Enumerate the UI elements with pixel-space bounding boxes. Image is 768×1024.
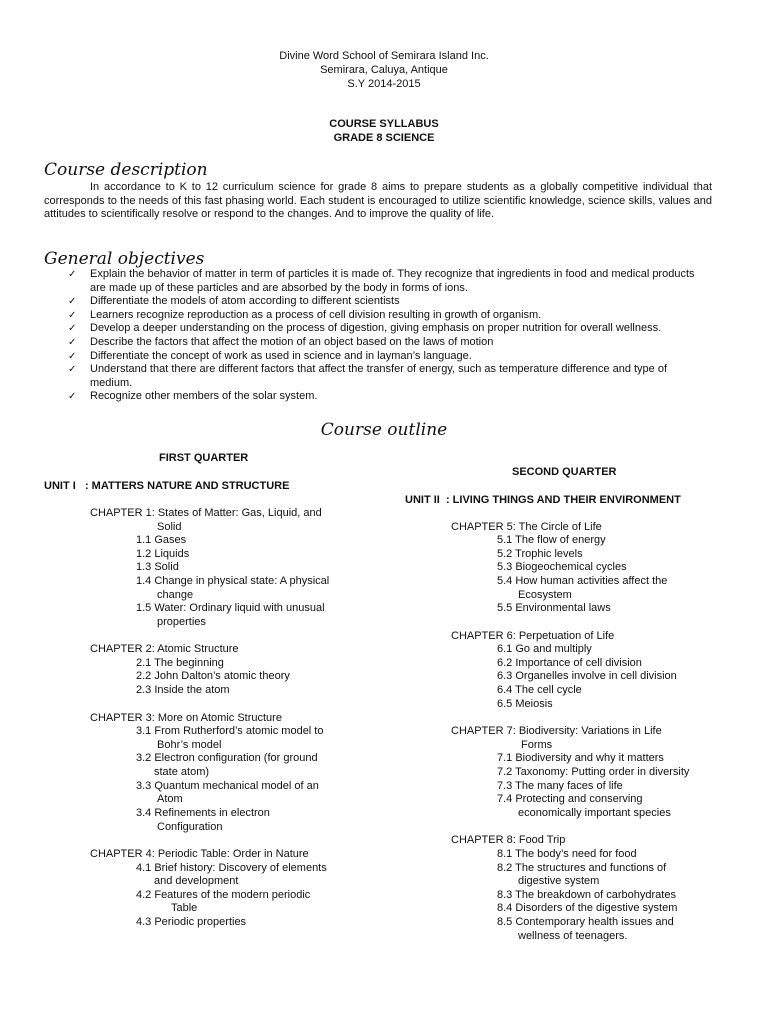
general-objectives-heading: General objectives [44, 249, 205, 269]
chapter-5-title: CHAPTER 5: The Circle of Life [451, 521, 602, 533]
topic-3-3: 3.3 Quantum mechanical model of an [136, 780, 319, 792]
topic-6-1: 6.1 Go and multiply [497, 643, 592, 655]
topic-4-1: 4.1 Brief history: Discovery of elements [136, 862, 327, 874]
course-description-heading: Course description [44, 160, 208, 180]
topic-4-3: 4.3 Periodic properties [136, 916, 247, 928]
topic-8-4: 8.4 Disorders of the digestive system [497, 902, 678, 914]
topic-8-2-cont: digestive system [518, 875, 600, 887]
topic-3-4-cont: Configuration [157, 821, 223, 833]
topic-7-2: 7.2 Taxonomy: Putting order in diversity [497, 766, 690, 778]
topic-5-4: 5.4 How human activities affect the [497, 575, 668, 587]
topic-7-1: 7.1 Biodiversity and why it matters [497, 752, 664, 764]
topic-1-5-cont: properties [157, 616, 206, 628]
course-description-text [44, 181, 712, 222]
checkmark-icon: ✓ [68, 364, 77, 376]
objective-item: ✓ Describe the factors that affect the motion of an object based on the laws of motion [68, 335, 494, 348]
school-name: Divine Word School of Semirara Island Inc. [279, 50, 489, 62]
objective-item: ✓ Explain the behavior of matter in term of particles it is made of. They recognize that ingredients in food and medical products are made up of these particles and are absorbed by the body in forms of ions. [68, 268, 695, 294]
chapter-8-title: CHAPTER 8: Food Trip [451, 834, 566, 846]
topic-3-1: 3.1 From Rutherford’s atomic model to [136, 725, 324, 737]
checkmark-icon: ✓ [68, 269, 77, 280]
topic-2-1: 2.1 The beginning [136, 657, 224, 669]
checkmark-icon: ✓ [68, 296, 77, 308]
second-quarter-title: SECOND QUARTER [512, 466, 617, 478]
chapter-1-title: CHAPTER 1: States of Matter: Gas, Liquid, and [90, 507, 322, 519]
chapter-7-title-cont: Forms [521, 739, 553, 751]
topic-3-2: 3.2 Electron configuration (for ground [136, 752, 318, 764]
chapter-2-title: CHAPTER 2: Atomic Structure [90, 643, 239, 655]
topic-4-1-cont: and development [154, 875, 239, 887]
topic-3-3-cont: Atom [157, 793, 183, 805]
topic-8-1: 8.1 The body’s need for food [497, 848, 637, 860]
objective-item: ✓ Develop a deeper understanding on the process of digestion, giving emphasis on proper nutrition for overall wellness. [68, 322, 662, 335]
objective-item: ✓ Differentiate the models of atom according to different scientists [68, 295, 400, 308]
topic-1-4: 1.4 Change in physical state: A physical [136, 575, 330, 587]
topic-3-1-cont: Bohr’s model [157, 739, 222, 751]
topic-8-5-cont: wellness of teenagers. [518, 930, 628, 942]
school-address: Semirara, Caluya, Antique [320, 64, 448, 76]
topic-2-2: 2.2 John Dalton’s atomic theory [136, 670, 290, 682]
topic-2-3: 2.3 Inside the atom [136, 684, 230, 696]
document-title: COURSE SYLLABUS [329, 118, 439, 130]
topic-1-2: 1.2 Liquids [136, 548, 190, 560]
topic-6-5: 6.5 Meiosis [497, 698, 553, 710]
objective-item: ✓ Learners recognize reproduction as a process of cell division resulting in growth of organism. [68, 308, 542, 321]
topic-7-3: 7.3 The many faces of life [497, 780, 623, 792]
chapter-1-title-cont: Solid [157, 521, 182, 533]
checkmark-icon: ✓ [68, 323, 77, 335]
topic-5-4-cont: Ecosystem [518, 589, 572, 601]
topic-1-4-cont: change [157, 589, 194, 601]
checkmark-icon: ✓ [68, 391, 77, 403]
topic-6-3: 6.3 Organelles involve in cell division [497, 670, 677, 682]
objectives-list [64, 268, 704, 404]
topic-8-3: 8.3 The breakdown of carbohydrates [497, 889, 676, 901]
topic-4-2-cont: Table [171, 902, 198, 914]
topic-6-4: 6.4 The cell cycle [497, 684, 582, 696]
checkmark-icon: ✓ [68, 309, 77, 321]
unit-one-title: UNIT I : MATTERS NATURE AND STRUCTURE [44, 480, 290, 492]
topic-1-1: 1.1 Gases [136, 534, 187, 546]
topic-6-2: 6.2 Importance of cell division [497, 657, 642, 669]
topic-7-4: 7.4 Protecting and conserving [497, 793, 643, 805]
topic-5-3: 5.3 Biogeochemical cycles [497, 561, 627, 573]
unit-two-title: UNIT II : LIVING THINGS AND THEIR ENVIRONMENT [405, 494, 681, 506]
objective-item: ✓ Recognize other members of the solar system. [68, 390, 318, 403]
topic-3-2-cont: state atom) [154, 766, 210, 778]
topic-5-1: 5.1 The flow of energy [497, 534, 606, 546]
checkmark-icon: ✓ [68, 350, 77, 362]
topic-8-2: 8.2 The structures and functions of [497, 862, 667, 874]
course-outline-heading: Course outline [320, 420, 448, 440]
topic-5-5: 5.5 Environmental laws [497, 602, 611, 614]
topic-1-5: 1.5 Water: Ordinary liquid with unusual [136, 602, 325, 614]
topic-5-2: 5.2 Trophic levels [497, 548, 583, 560]
topic-8-5: 8.5 Contemporary health issues and [497, 916, 674, 928]
first-quarter-title: FIRST QUARTER [159, 452, 249, 464]
grade-title: GRADE 8 SCIENCE [333, 132, 435, 144]
topic-4-2: 4.2 Features of the modern periodic [136, 889, 311, 901]
objective-item: ✓ Understand that there are different factors that affect the transfer of energy, such as temperature difference and type of medium. [68, 363, 668, 389]
chapter-7-title: CHAPTER 7: Biodiversity: Variations in Life [451, 725, 662, 737]
objective-item: ✓ Differentiate the concept of work as used in science and in layman’s language. [68, 349, 472, 362]
topic-1-3: 1.3 Solid [136, 561, 179, 573]
chapter-3-title: CHAPTER 3: More on Atomic Structure [90, 712, 282, 724]
course-description-body: In accordance to K to 12 curriculum science for grade 8 aims to prepare students as a globally competitive individual that corresponds to the needs of this fast phasing world. Each student is encouraged to utilize scientific knowledge, science skills, values and attitudes to scientifically resolve or respond to the changes. And to improve the quality of life. [44, 181, 712, 221]
topic-3-4: 3.4 Refinements in electron [136, 807, 270, 819]
topic-7-4-cont: economically important species [518, 807, 671, 819]
checkmark-icon: ✓ [68, 336, 77, 348]
school-year: S.Y 2014-2015 [347, 78, 421, 90]
chapter-4-title: CHAPTER 4: Periodic Table: Order in Nature [90, 848, 309, 860]
chapter-6-title: CHAPTER 6: Perpetuation of Life [451, 630, 615, 642]
